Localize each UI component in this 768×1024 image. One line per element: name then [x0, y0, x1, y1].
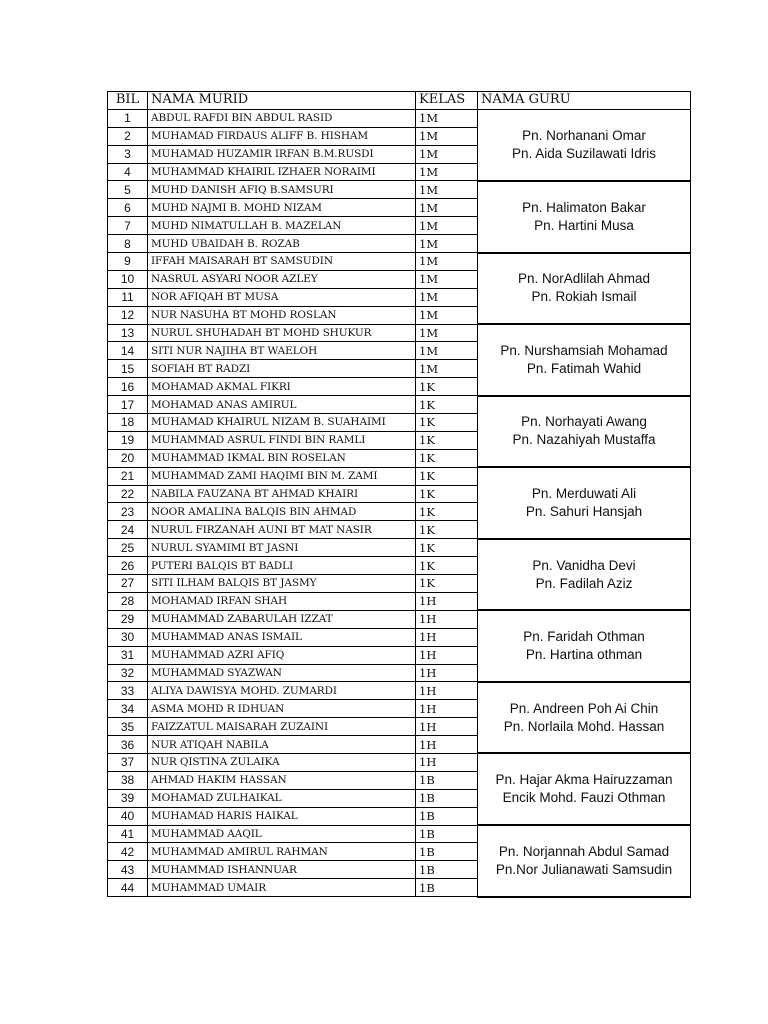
- cell-nama-murid: MUHAMMAD AAQIL: [148, 825, 416, 843]
- table-row: [108, 109, 691, 127]
- teacher-name: Pn. Nazahiyah Mustaffa: [512, 432, 656, 448]
- cell-nama-guru: [478, 253, 691, 325]
- cell-nama-murid: ALIYA DAWISYA MOHD. ZUMARDI: [148, 682, 416, 700]
- cell-bil: 7: [108, 217, 148, 235]
- cell-bil: 37: [108, 753, 148, 771]
- header-nama-guru: NAMA GURU: [478, 92, 691, 110]
- cell-nama-murid: MUHAMMAD ANAS ISMAIL: [148, 628, 416, 646]
- cell-nama-murid: MUHAMMAD ASRUL FINDI BIN RAMLI: [148, 431, 416, 449]
- cell-kelas: 1H: [416, 628, 478, 646]
- cell-nama-murid: NURUL SYAMIMI BT JASNI: [148, 539, 416, 557]
- cell-bil: 6: [108, 199, 148, 217]
- cell-bil: 28: [108, 592, 148, 610]
- cell-nama-murid: NURUL FIRZANAH AUNI BT MAT NASIR: [148, 521, 416, 539]
- teacher-name: Pn. Faridah Othman: [523, 629, 645, 645]
- table-row: [108, 825, 691, 843]
- teacher-name: Pn. Hartini Musa: [534, 217, 634, 233]
- cell-nama-murid: AHMAD HAKIM HASSAN: [148, 771, 416, 789]
- cell-nama-murid: SITI NUR NAJIHA BT WAELOH: [148, 342, 416, 360]
- teacher-name: Pn. Vanidha Devi: [532, 557, 636, 573]
- teacher-name: Pn. NorAdlilah Ahmad: [517, 271, 651, 287]
- cell-bil: 19: [108, 431, 148, 449]
- teacher-name: Pn. Merduwati Ali: [531, 485, 637, 501]
- cell-kelas: 1H: [416, 592, 478, 610]
- cell-nama-murid: MUHD NIMATULLAH B. MAZELAN: [148, 217, 416, 235]
- cell-kelas: 1M: [416, 181, 478, 199]
- cell-nama-guru: [478, 825, 691, 897]
- cell-kelas: 1K: [416, 449, 478, 467]
- table-row: [108, 682, 691, 700]
- teacher-name: Pn. Hajar Akma Hairuzzaman: [495, 772, 673, 788]
- cell-kelas: 1M: [416, 235, 478, 253]
- cell-bil: 44: [108, 879, 148, 897]
- table-row: [108, 610, 691, 628]
- cell-nama-guru: [478, 109, 691, 181]
- cell-kelas: 1K: [416, 557, 478, 575]
- header-bil: BIL: [108, 92, 148, 110]
- cell-kelas: 1H: [416, 753, 478, 771]
- teacher-name: Pn. Norhayati Awang: [521, 414, 647, 430]
- cell-nama-murid: ASMA MOHD R IDHUAN: [148, 700, 416, 718]
- cell-bil: 32: [108, 664, 148, 682]
- cell-nama-murid: SOFIAH BT RADZI: [148, 360, 416, 378]
- teacher-name: Pn. Norhanani Omar: [522, 127, 646, 143]
- cell-nama-murid: MUHAMMAD SYAZWAN: [148, 664, 416, 682]
- cell-kelas: 1M: [416, 163, 478, 181]
- cell-bil: 18: [108, 414, 148, 432]
- teacher-name: Pn. Norjannah Abdul Samad: [498, 843, 670, 859]
- cell-kelas: 1K: [416, 485, 478, 503]
- cell-nama-murid: NUR QISTINA ZULAIKA: [148, 753, 416, 771]
- cell-bil: 1: [108, 109, 148, 127]
- cell-kelas: 1M: [416, 324, 478, 342]
- cell-nama-murid: NUR NASUHA BT MOHD ROSLAN: [148, 306, 416, 324]
- cell-nama-murid: NOOR AMALINA BALQIS BIN AHMAD: [148, 503, 416, 521]
- cell-kelas: 1B: [416, 861, 478, 879]
- table-row: [108, 181, 691, 199]
- cell-kelas: 1H: [416, 718, 478, 736]
- cell-nama-murid: MOHAMAD IRFAN SHAH: [148, 592, 416, 610]
- cell-kelas: 1M: [416, 342, 478, 360]
- cell-nama-murid: NABILA FAUZANA BT AHMAD KHAIRI: [148, 485, 416, 503]
- cell-nama-murid: MUHAMMAD AMIRUL RAHMAN: [148, 843, 416, 861]
- table-row: [108, 324, 691, 342]
- table-row: [108, 396, 691, 414]
- cell-bil: 2: [108, 127, 148, 145]
- cell-nama-murid: MUHAMMAD AZRI AFIQ: [148, 646, 416, 664]
- cell-nama-murid: MUHAMMAD KHAIRIL IZHAER NORAIMI: [148, 163, 416, 181]
- cell-nama-murid: MUHAMAD HARIS HAIKAL: [148, 807, 416, 825]
- cell-nama-murid: MUHAMMAD IKMAL BIN ROSELAN: [148, 449, 416, 467]
- cell-kelas: 1K: [416, 539, 478, 557]
- cell-bil: 36: [108, 736, 148, 754]
- cell-bil: 30: [108, 628, 148, 646]
- cell-kelas: 1K: [416, 396, 478, 414]
- cell-bil: 13: [108, 324, 148, 342]
- table-row: [108, 253, 691, 271]
- cell-kelas: 1K: [416, 575, 478, 593]
- cell-bil: 34: [108, 700, 148, 718]
- cell-bil: 15: [108, 360, 148, 378]
- cell-kelas: 1B: [416, 807, 478, 825]
- cell-nama-murid: MOHAMAD AKMAL FIKRI: [148, 378, 416, 396]
- cell-nama-murid: IFFAH MAISARAH BT SAMSUDIN: [148, 253, 416, 271]
- cell-bil: 43: [108, 861, 148, 879]
- cell-kelas: 1H: [416, 664, 478, 682]
- cell-kelas: 1K: [416, 431, 478, 449]
- cell-nama-murid: MUHAMAD FIRDAUS ALIFF B. HISHAM: [148, 127, 416, 145]
- cell-kelas: 1H: [416, 700, 478, 718]
- cell-nama-murid: MUHAMMAD UMAIR: [148, 879, 416, 897]
- cell-kelas: 1B: [416, 825, 478, 843]
- teacher-name: Pn. Fadilah Aziz: [535, 575, 633, 591]
- cell-bil: 24: [108, 521, 148, 539]
- teacher-name: Pn. Aida Suzilawati Idris: [511, 145, 657, 161]
- cell-kelas: 1H: [416, 682, 478, 700]
- cell-nama-murid: MUHD UBAIDAH B. ROZAB: [148, 235, 416, 253]
- cell-nama-murid: NURUL SHUHADAH BT MOHD SHUKUR: [148, 324, 416, 342]
- teacher-name: Pn. Rokiah Ismail: [531, 289, 637, 305]
- cell-nama-murid: SITI ILHAM BALQIS BT JASMY: [148, 575, 416, 593]
- header-row: [108, 92, 691, 110]
- cell-bil: 29: [108, 610, 148, 628]
- cell-kelas: 1K: [416, 467, 478, 485]
- teacher-name: Pn. Fatimah Wahid: [526, 360, 642, 376]
- cell-nama-murid: MUHAMMAD ZABARULAH IZZAT: [148, 610, 416, 628]
- cell-nama-guru: [478, 181, 691, 253]
- cell-kelas: 1M: [416, 145, 478, 163]
- student-teacher-table: [107, 91, 691, 898]
- cell-nama-murid: MUHAMAD HUZAMIR IRFAN B.M.RUSDI: [148, 145, 416, 163]
- cell-kelas: 1M: [416, 127, 478, 145]
- cell-bil: 40: [108, 807, 148, 825]
- table-row: [108, 467, 691, 485]
- cell-nama-guru: [478, 682, 691, 754]
- cell-kelas: 1B: [416, 771, 478, 789]
- cell-bil: 16: [108, 378, 148, 396]
- cell-bil: 26: [108, 557, 148, 575]
- cell-bil: 17: [108, 396, 148, 414]
- cell-nama-murid: MUHD DANISH AFIQ B.SAMSURI: [148, 181, 416, 199]
- cell-nama-guru: [478, 467, 691, 539]
- cell-bil: 5: [108, 181, 148, 199]
- cell-kelas: 1K: [416, 521, 478, 539]
- cell-kelas: 1H: [416, 646, 478, 664]
- cell-bil: 35: [108, 718, 148, 736]
- cell-nama-murid: MUHD NAJMI B. MOHD NIZAM: [148, 199, 416, 217]
- cell-nama-murid: MOHAMAD ZULHAIKAL: [148, 789, 416, 807]
- cell-nama-murid: NASRUL ASYARI NOOR AZLEY: [148, 270, 416, 288]
- cell-bil: 20: [108, 449, 148, 467]
- cell-bil: 38: [108, 771, 148, 789]
- cell-bil: 23: [108, 503, 148, 521]
- cell-bil: 10: [108, 270, 148, 288]
- teacher-name: Pn. Norlaila Mohd. Hassan: [503, 718, 665, 734]
- cell-kelas: 1M: [416, 217, 478, 235]
- cell-kelas: 1M: [416, 199, 478, 217]
- cell-nama-murid: NUR ATIQAH NABILA: [148, 736, 416, 754]
- cell-kelas: 1B: [416, 789, 478, 807]
- cell-kelas: 1H: [416, 736, 478, 754]
- cell-kelas: 1K: [416, 414, 478, 432]
- cell-bil: 11: [108, 288, 148, 306]
- cell-kelas: 1H: [416, 610, 478, 628]
- table-body: [108, 109, 691, 896]
- cell-nama-murid: FAIZZATUL MAISARAH ZUZAINI: [148, 718, 416, 736]
- cell-bil: 14: [108, 342, 148, 360]
- cell-bil: 39: [108, 789, 148, 807]
- cell-nama-guru: [478, 610, 691, 682]
- cell-bil: 27: [108, 575, 148, 593]
- teacher-name: Pn. Sahuri Hansjah: [525, 503, 643, 519]
- cell-bil: 22: [108, 485, 148, 503]
- cell-nama-guru: [478, 753, 691, 825]
- cell-bil: 4: [108, 163, 148, 181]
- cell-kelas: 1M: [416, 253, 478, 271]
- cell-bil: 12: [108, 306, 148, 324]
- teacher-name: Encik Mohd. Fauzi Othman: [502, 790, 666, 806]
- teacher-name: Pn. Nurshamsiah Mohamad: [500, 342, 668, 358]
- cell-bil: 31: [108, 646, 148, 664]
- header-kelas: KELAS: [416, 92, 478, 110]
- cell-nama-guru: [478, 539, 691, 611]
- cell-kelas: 1M: [416, 360, 478, 378]
- cell-bil: 41: [108, 825, 148, 843]
- cell-kelas: 1M: [416, 288, 478, 306]
- cell-kelas: 1M: [416, 270, 478, 288]
- cell-nama-murid: MUHAMMAD ISHANNUAR: [148, 861, 416, 879]
- cell-kelas: 1M: [416, 109, 478, 127]
- cell-nama-murid: MOHAMAD ANAS AMIRUL: [148, 396, 416, 414]
- cell-nama-murid: MUHAMMAD ZAMI HAQIMI BIN M. ZAMI: [148, 467, 416, 485]
- cell-bil: 42: [108, 843, 148, 861]
- cell-bil: 33: [108, 682, 148, 700]
- teacher-name: Pn. Andreen Poh Ai Chin: [509, 700, 659, 716]
- cell-nama-murid: MUHAMAD KHAIRUL NIZAM B. SUAHAIMI: [148, 414, 416, 432]
- cell-kelas: 1B: [416, 843, 478, 861]
- cell-bil: 3: [108, 145, 148, 163]
- cell-nama-murid: ABDUL RAFDI BIN ABDUL RASID: [148, 109, 416, 127]
- teacher-name: Pn.Nor Julianawati Samsudin: [495, 861, 673, 877]
- cell-kelas: 1K: [416, 503, 478, 521]
- cell-kelas: 1M: [416, 306, 478, 324]
- cell-kelas: 1K: [416, 378, 478, 396]
- cell-bil: 21: [108, 467, 148, 485]
- table-row: [108, 539, 691, 557]
- cell-bil: 9: [108, 253, 148, 271]
- cell-nama-murid: PUTERI BALQIS BT BADLI: [148, 557, 416, 575]
- cell-nama-guru: [478, 324, 691, 396]
- cell-nama-guru: [478, 396, 691, 468]
- table-row: [108, 753, 691, 771]
- teacher-name: Pn. Halimaton Bakar: [522, 199, 646, 215]
- teacher-name: Pn. Hartina othman: [525, 647, 643, 663]
- cell-kelas: 1B: [416, 879, 478, 897]
- cell-bil: 8: [108, 235, 148, 253]
- cell-nama-murid: NOR AFIQAH BT MUSA: [148, 288, 416, 306]
- cell-bil: 25: [108, 539, 148, 557]
- header-nama-murid: NAMA MURID: [148, 92, 416, 110]
